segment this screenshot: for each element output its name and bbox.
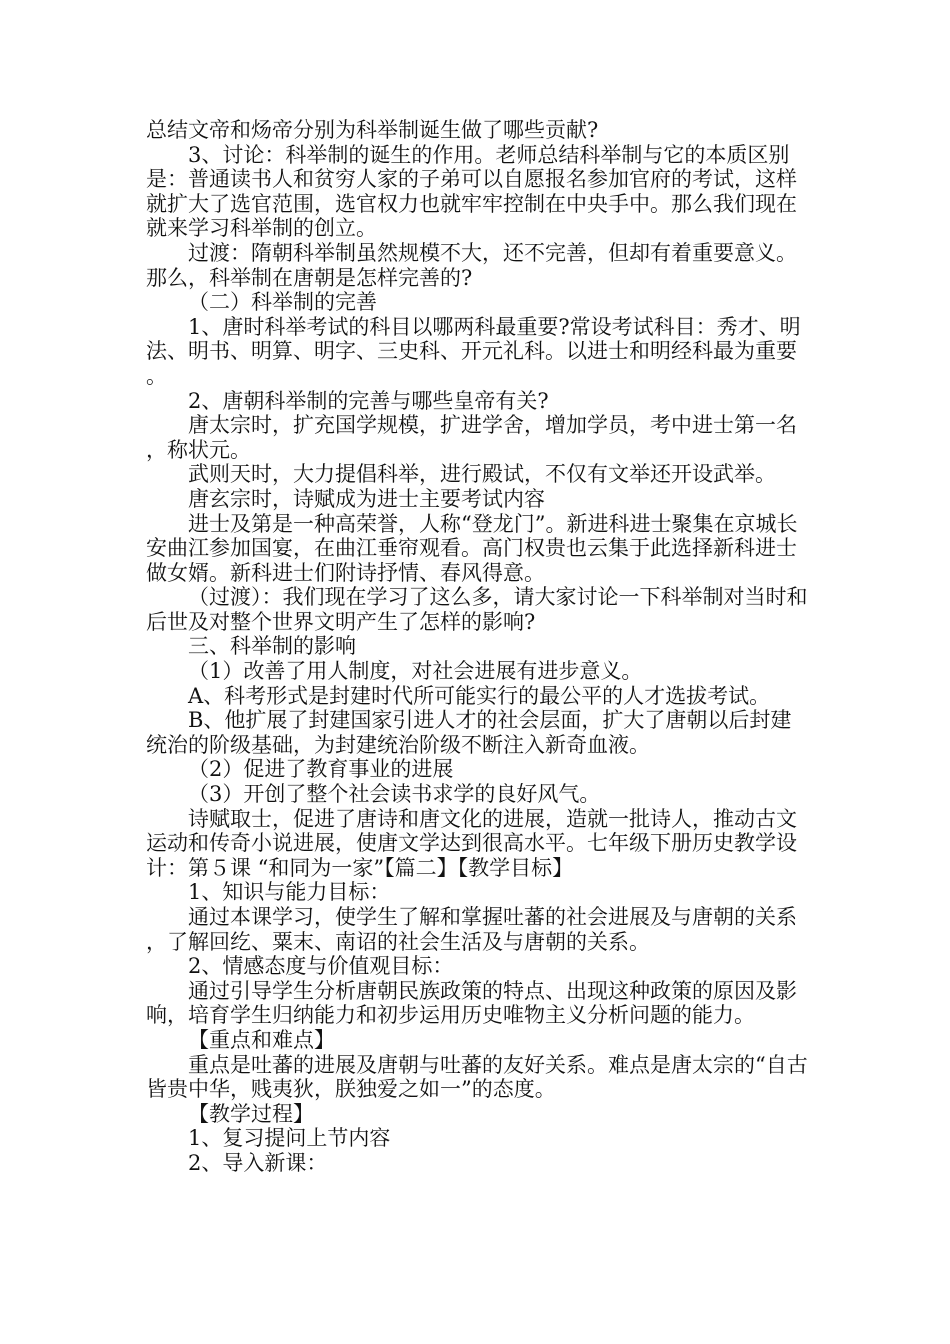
paragraph: 总结文帝和炀帝分别为科举制诞生做了哪些贡献? bbox=[146, 118, 599, 142]
paragraph: 通过引导学生分析唐朝民族政策的特点、出现这种政策的原因及影响，培育学生归纳能力和初步运用历史唯物主义分析问题的能力。 bbox=[146, 978, 797, 1028]
paragraph: 通过本课学习，使学生了解和掌握吐蕃的社会进展及与唐朝的关系，了解回纥、粟末、南诏的社会生活及与唐朝的关系。 bbox=[146, 905, 797, 954]
paragraph: 唐太宗时，扩充国学规模，扩进学舍，增加学员，考中进士第一名，称状元。 bbox=[146, 413, 797, 462]
paragraph: 2、导入新课： bbox=[188, 1150, 328, 1175]
paragraph: 1、知识与能力目标： bbox=[188, 880, 391, 905]
paragraph: A、科考形式是封建时代所可能实行的最公平的人才选拔考试。 bbox=[188, 683, 771, 708]
paragraph: 重点是吐蕃的进展及唐朝与吐蕃的友好关系。难点是唐太宗的“自古皆贵中华，贱夷狄，朕独爱之如一”的态度。 bbox=[146, 1052, 808, 1102]
paragraph: 唐玄宗时，诗赋成为进士主要考试内容 bbox=[188, 486, 545, 511]
paragraph: （2）促进了教育事业的进展 bbox=[188, 757, 454, 782]
paragraph: 过渡：隋朝科举制虽然规模不大，还不完善，但却有着重要意义。那么，科举制在唐朝是怎样完善的? bbox=[146, 240, 797, 290]
paragraph: 诗赋取士，促进了唐诗和唐文化的进展，造就一批诗人，推动古文运动和传奇小说进展，使唐文学达到很高水平。七年级下册历史教学设计：第５课 “和同为一家”【篇二】【教学目标】 bbox=[146, 806, 797, 880]
paragraph: 2、情感态度与价值观目标： bbox=[188, 954, 454, 979]
section-heading: 三、科举制的影响 bbox=[188, 634, 356, 659]
paragraph: 1、唐时科举考试的科目以哪两科最重要?常设考试科目：秀才、明法、明书、明算、明字、三史科、开元礼科。以进士和明经科最为重要。 bbox=[146, 314, 801, 388]
section-heading: 【重点和难点】 bbox=[188, 1027, 335, 1052]
paragraph: （3）开创了整个社会读书求学的良好风气。 bbox=[188, 782, 601, 807]
paragraph: 3、讨论：科举制的诞生的作用。老师总结科举制与它的本质区别是：普通读书人和贫穷人家的子弟可以自愿报名参加官府的考试，这样就扩大了选官范围，选官权力也就牢牢控制在中央手中。那么我们现在就来学习科举制的创立。 bbox=[146, 142, 797, 241]
section-heading: 【教学过程】 bbox=[188, 1101, 314, 1126]
paragraph: （过渡）：我们现在学习了这么多，请大家讨论一下科举制对当时和后世及对整个世界文明产生了怎样的影响? bbox=[146, 585, 808, 634]
paragraph: （1）改善了用人制度，对社会进展有进步意义。 bbox=[188, 659, 643, 684]
paragraph: B、他扩展了封建国家引进人才的社会层面，扩大了唐朝以后封建统治的阶级基础，为封建统治阶级不断注入新奇血液。 bbox=[146, 708, 792, 757]
paragraph: 武则天时，大力提倡科举，进行殿试，不仅有文举还开设武举。 bbox=[188, 462, 776, 487]
section-heading: （二）科举制的完善 bbox=[188, 290, 377, 315]
paragraph: 2、唐朝科举制的完善与哪些皇帝有关? bbox=[188, 388, 549, 413]
document-body bbox=[146, 118, 808, 1176]
paragraph: 进士及第是一种高荣誉，人称“登龙门”。新进科进士聚集在京城长安曲江参加国宴，在曲江垂帘观看。高门权贵也云集于此选择新科进士做女婿。新科进士们附诗抒情、春风得意。 bbox=[146, 511, 798, 585]
paragraph: 1、复习提问上节内容 bbox=[188, 1126, 391, 1151]
